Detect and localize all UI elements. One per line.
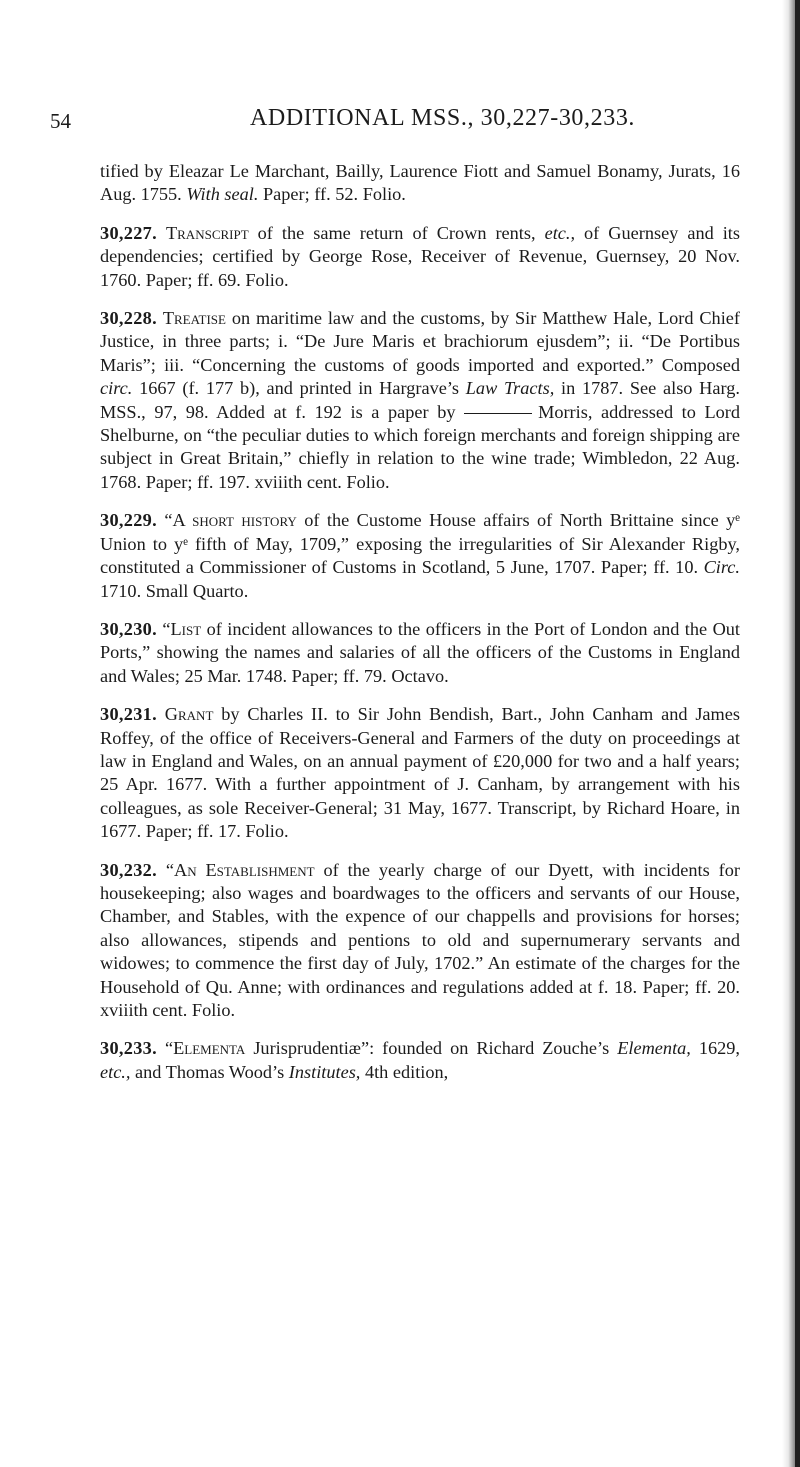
entry-30229: 30,229. “A short history of the Custome House affairs of North Brittaine since yᵉ Union to yᵉ fifth of May, 1709,” exposing the irregularities of Sir Alexander Rigby, constituted a Commissioner of Customs in Scotland, 5 June, 1707. Paper; ff. 10. Circ. 1710. Small Quarto. xyxy=(100,510,740,601)
running-head: ADDITIONAL MSS., 30,227-30,233. xyxy=(250,105,636,131)
page-header xyxy=(50,105,755,145)
blank-name-dash xyxy=(464,413,532,414)
entry-lead: “A short history xyxy=(164,510,297,531)
page-edge-shadow xyxy=(782,0,800,1467)
entry-lead: “List xyxy=(162,618,202,639)
entry-30227: 30,227. Transcript of the same return of Crown rents, etc., of Guernsey and its dependencies; certified by George Rose, Receiver of Revenue, Guernsey, 20 Nov. 1760. Paper; ff. 69. Folio. xyxy=(100,222,741,290)
entry-30228: 30,228. Treatise on maritime law and the customs, by Sir Matthew Hale, Lord Chief Justice, in three parts; i. “De Jure Maris et brachiorum ejusdem”; ii. “De Portibus Maris”; iii. “Concerning the customs of goods imported and exported.” Composed circ. 1667 (f. 177 b), and printed in Hargrave’s Law Tracts, in 1787. See also Harg. MSS., 97, 98. Added at f. 192 is a paper by Morris, addressed to Lord Shelburne, on “the peculiar duties to which foreign merchants and foreign shipping are subject in Great Britain,” chiefly in relation to the wine trade; Wimbledon, 22 Aug. 1768. Paper; ff. 197. xviiith cent. Folio. xyxy=(100,308,741,492)
entry-number: 30,233. xyxy=(100,1038,157,1059)
entry-number: 30,229. xyxy=(100,510,157,531)
entry-lead: Transcript xyxy=(165,222,249,243)
entry-lead: Treatise xyxy=(162,308,226,329)
entry-continuation: tified by Eleazar Le Marchant, Bailly, Laurence Fiott and Samuel Bonamy, Jurats, 16 Aug. 1755. With seal. Paper; ff. 52. Folio. xyxy=(100,161,740,205)
entry-number: 30,230. xyxy=(100,618,157,639)
entry-number: 30,232. xyxy=(100,859,157,880)
entry-lead: Grant xyxy=(164,704,214,725)
entry-number: 30,227. xyxy=(100,222,157,243)
page-number: 54 xyxy=(50,109,71,133)
entry-30233: 30,233. “Elementa Jurisprudentiæ”: founded on Richard Zouche’s Elementa, 1629, etc., and Thomas Wood’s Institutes, 4th edition, xyxy=(100,1038,740,1082)
entry-lead: “Elementa xyxy=(164,1038,246,1059)
entry-30232: 30,232. “An Establishment of the yearly charge of our Dyett, with incidents for housekeeping; also wages and boardwages to the officers and servants of our House, Chamber, and Stables, with the expence of our chappells and provisions for horses; also allowances, stipends and pentions to old and supernumerary servants and widowes; to commence the first day of July, 1702.” An estimate of the charges for the Household of Qu. Anne; with ordinances and regulations added at f. 18. Paper; ff. 20. xviiith cent. Folio. xyxy=(100,859,740,1020)
entry-30230: 30,230. “List of incident allowances to the officers in the Port of London and the Out Ports,” showing the names and salaries of all the officers of the Customs in England and Wales; 25 Mar. 1748. Paper; ff. 79. Octavo. xyxy=(100,618,741,686)
entry-lead: “An Establishment xyxy=(165,859,315,880)
entry-30231: 30,231. Grant by Charles II. to Sir John Bendish, Bart., John Canham and James Roffey, of the office of Receivers-General and Farmers of the duty on proceedings at law in England and Wales, on an annual payment of £20,000 for two and a half years; 25 Apr. 1677. With a further appointment of J. Canham, by arrangement with his colleagues, as sole Receiver-General; 31 May, 1677. Transcript, by Richard Hoare, in 1677. Paper; ff. 17. Folio. xyxy=(100,704,740,842)
entry-number: 30,231. xyxy=(100,704,157,725)
catalogue-entries xyxy=(100,160,740,1099)
entry-number: 30,228. xyxy=(100,308,157,329)
